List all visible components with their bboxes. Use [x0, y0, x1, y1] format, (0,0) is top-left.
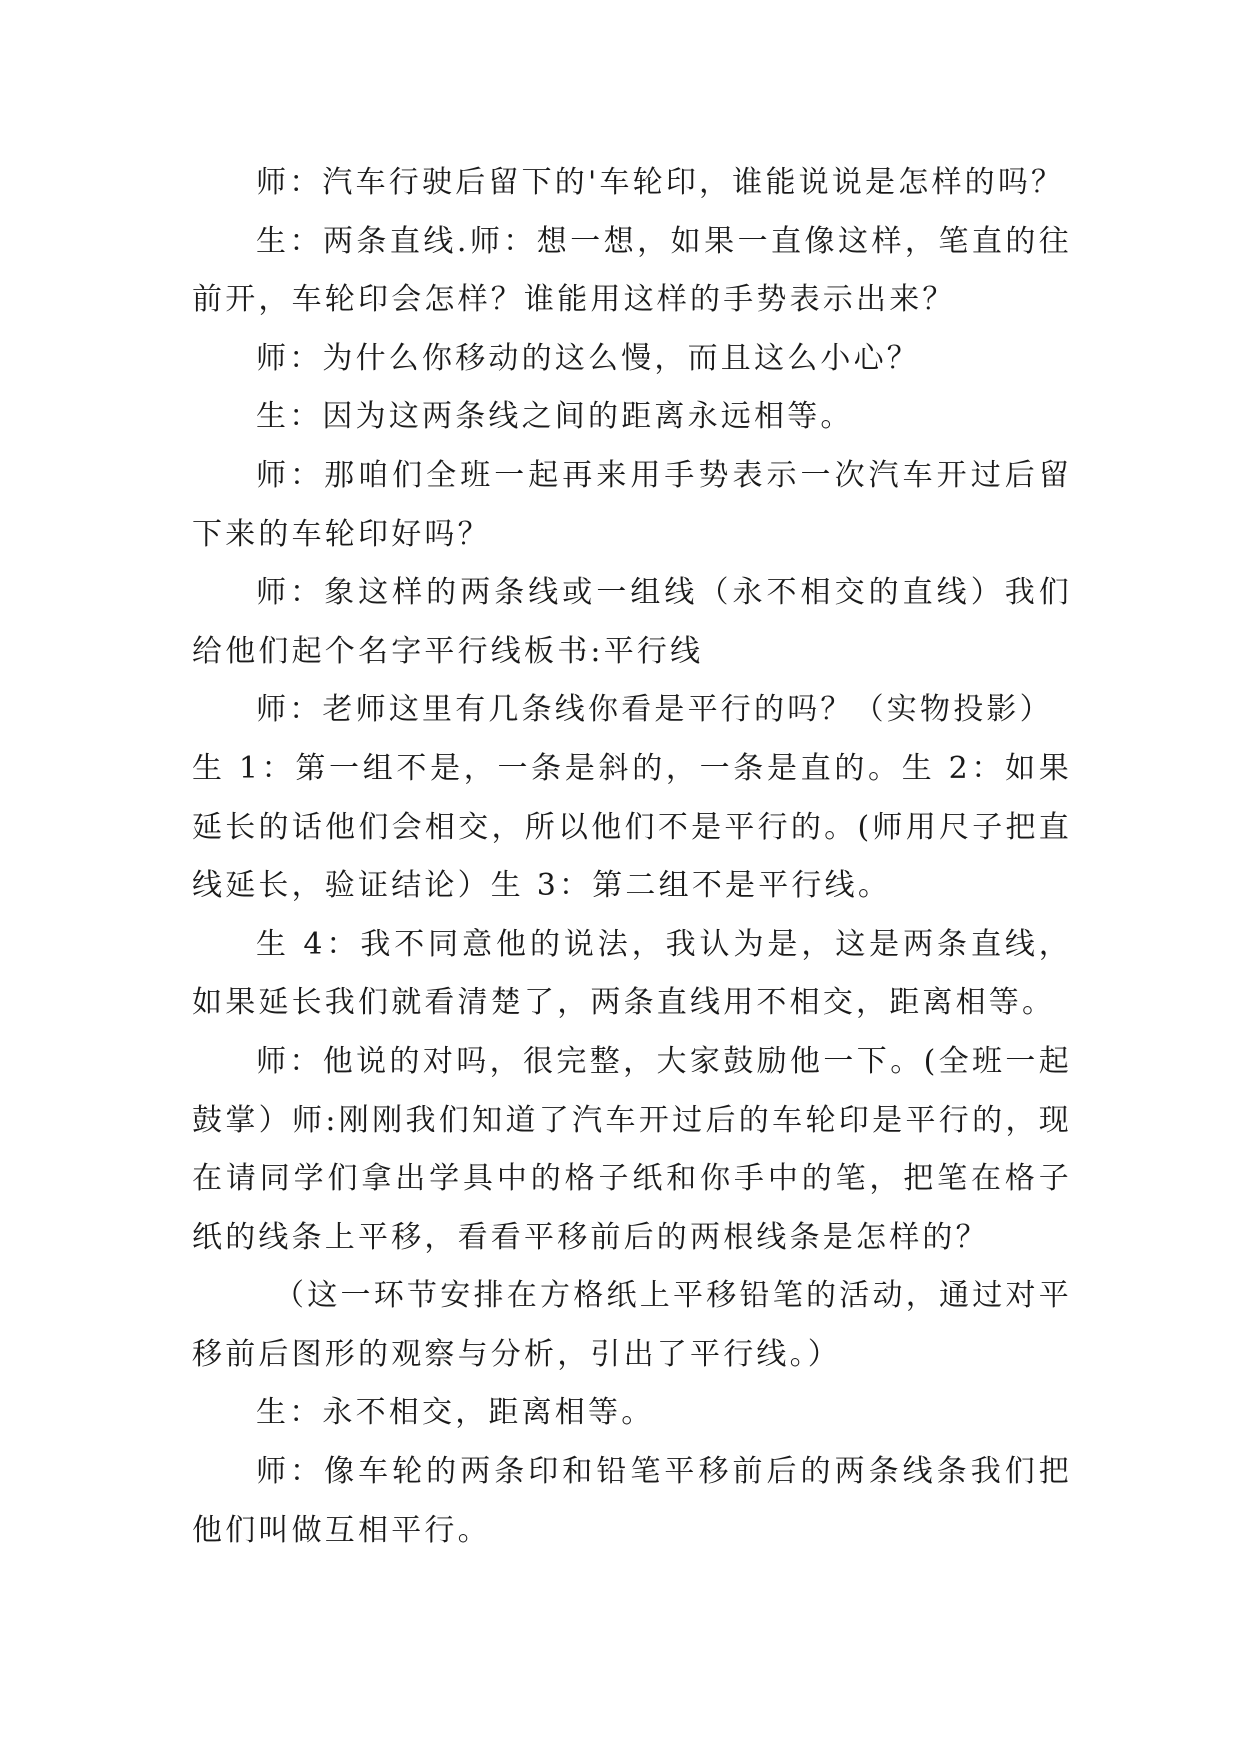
paragraph-5: 师：那咱们全班一起再来用手势表示一次汽车开过后留下来的车轮印好吗？ [192, 457, 1072, 552]
paragraph-12: 生：永不相交，距离相等。 [256, 1395, 655, 1431]
paragraph-3: 师：为什么你移动的这么慢，而且这么小心？ [256, 340, 920, 376]
paragraph-2: 生：两条直线.师：想一想，如果一直像这样，笔直的往前开，车轮印会怎样？谁能用这样的手势表示出来？ [192, 223, 1072, 318]
paragraph-10: 师：他说的对吗，很完整，大家鼓励他一下。(全班一起鼓掌）师:刚刚我们知道了汽车开过后的车轮印是平行的，现在请同学们拿出学具中的格子纸和你手中的笔，把笔在格子纸的线条上平移，看看平移前后的两根线条是怎样的？ [192, 1043, 1072, 1255]
paragraph-8: 生 1：第一组不是，一条是斜的，一条是直的。生 2：如果延长的话他们会相交，所以他们不是平行的。(师用尺子把直线延长，验证结论）生 3：第二组不是平行线。 [192, 750, 1072, 904]
paragraph-9: 生 4：我不同意他的说法，我认为是，这是两条直线，如果延长我们就看清楚了，两条直线用不相交，距离相等。 [192, 926, 1072, 1021]
document-body [192, 154, 1072, 1560]
paragraph-7: 师：老师这里有几条线你看是平行的吗？（实物投影） [256, 692, 1053, 728]
paragraph-1: 师：汽车行驶后留下的'车轮印，谁能说说是怎样的吗？ [256, 165, 1065, 200]
paragraph-11: （这一环节安排在方格纸上平移铅笔的活动，通过对平移前后图形的观察与分析，引出了平行线。） [192, 1278, 1072, 1372]
paragraph-13: 师：像车轮的两条印和铅笔平移前后的两条线条我们把他们叫做互相平行。 [192, 1454, 1072, 1548]
paragraph-4: 生：因为这两条线之间的距离永远相等。 [256, 399, 854, 435]
paragraph-6: 师：象这样的两条线或一组线（永不相交的直线）我们给他们起个名字平行线板书:平行线 [192, 575, 1072, 669]
